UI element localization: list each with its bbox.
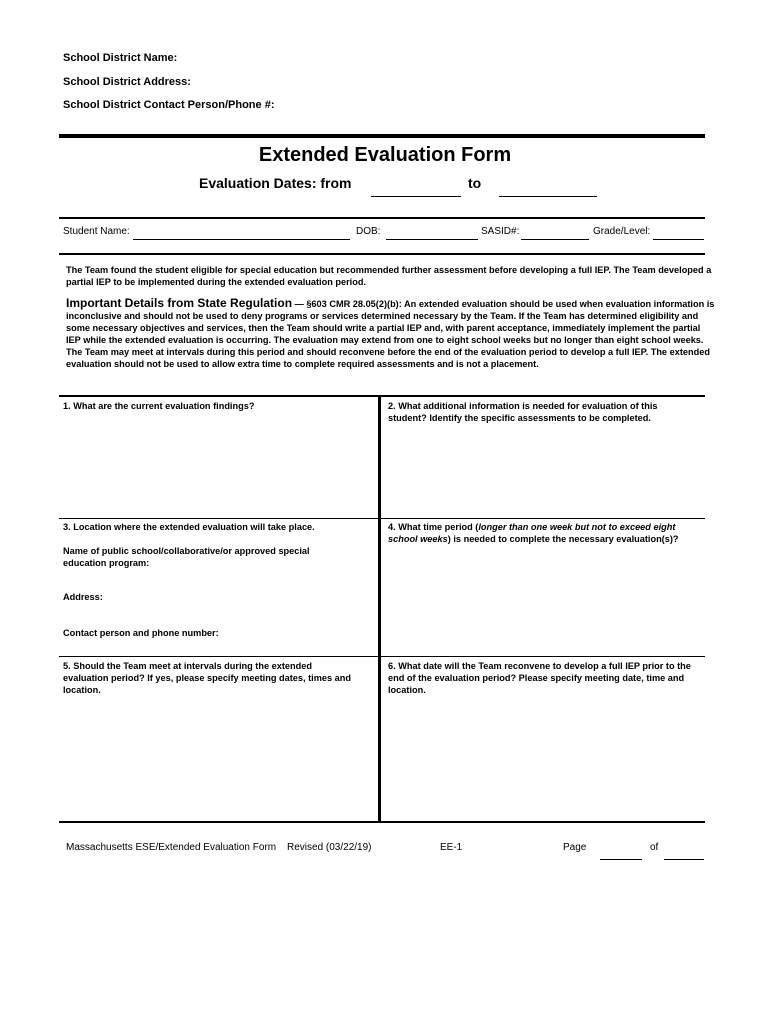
intro-paragraph: The Team found the student eligible for special education but recommended further assessment before developing a full IEP. The Team developed a partial IEP to be implemented during the extended evaluation period. [66, 265, 712, 287]
footer-of-label: of [650, 842, 659, 853]
date-to-field[interactable] [499, 196, 597, 197]
question-3-contact: Contact person and phone number: [63, 628, 219, 638]
grade-level-field[interactable] [653, 239, 704, 240]
footer-code: EE-1 [440, 842, 463, 853]
evaluation-dates-label: Evaluation Dates: from [199, 175, 352, 191]
grid-row3-rule [59, 656, 705, 657]
district-contact-label: School District Contact Person/Phone #: [63, 99, 275, 111]
regulation-text: An extended evaluation should be used when evaluation information is inconclusive and should not be used to deny programs or services determined necessary by the Team. If the Team has determined eligibility and some necessary objectives and services, then the Team should write a partial IEP and, with parent acceptance, immediately implement the partial IEP while the extended evaluation is occurring. The evaluation may extend from one to eight school weeks but no longer than eight school weeks. The Team may meet at intervals during this period and should reconvene before the end of the evaluation period to develop a full IEP. The extended evaluation should not be used to allow extra time to complete required assessments and is not a placement. [66, 299, 715, 369]
student-section-rule [59, 217, 705, 219]
dob-label: DOB: [356, 226, 381, 237]
grid-bottom-rule [59, 821, 705, 823]
question-5: 5. Should the Team meet at intervals during the extended evaluation period? If yes, please specify meeting dates, times and location. [63, 661, 351, 695]
question-3: 3. Location where the extended evaluation will take place. [63, 522, 315, 532]
footer-revised: Revised (03/22/19) [287, 842, 372, 853]
page-number-field[interactable] [600, 859, 642, 860]
question-6: 6. What date will the Team reconvene to develop a full IEP prior to the end of the evaluation period? Please specify meeting date, time and location. [388, 661, 691, 695]
date-from-field[interactable] [371, 196, 461, 197]
grade-level-label: Grade/Level: [593, 226, 651, 237]
footer-page-label: Page [563, 842, 587, 853]
footer-form-name: Massachusetts ESE/Extended Evaluation Form [66, 842, 277, 853]
dates-to-label: to [468, 175, 482, 191]
question-4 [388, 521, 688, 545]
regulation-citation: — §603 CMR 28.05(2)(b): [292, 299, 405, 309]
grid-top-rule [59, 395, 705, 397]
sasid-label: SASID#: [481, 226, 520, 237]
dob-field[interactable] [386, 239, 478, 240]
student-name-field[interactable] [133, 239, 350, 240]
form-title: Extended Evaluation Form [258, 144, 512, 166]
top-thick-rule [59, 134, 705, 138]
sasid-field[interactable] [521, 239, 589, 240]
student-name-label: Student Name: [63, 226, 130, 237]
regulation-heading: Important Details from State Regulation [66, 296, 293, 310]
regulation-paragraph [66, 297, 716, 370]
question-4-suffix: ) is needed to complete the necessary evaluation(s)? [447, 534, 679, 544]
district-name-label: School District Name: [63, 52, 178, 64]
district-address-label: School District Address: [63, 76, 191, 88]
question-1: 1. What are the current evaluation findings? [63, 401, 255, 411]
question-3-address: Address: [63, 592, 103, 602]
grid-row2-rule [59, 518, 705, 519]
question-4-prefix: 4. What time period ( [388, 522, 479, 532]
page-total-field[interactable] [664, 859, 704, 860]
grid-center-divider [378, 396, 381, 823]
question-2: 2. What additional information is needed for evaluation of this student? Identify the specific assessments to be completed. [388, 401, 658, 423]
question-3-program: Name of public school/collaborative/or approved special education program: [63, 546, 310, 568]
intro-rule [59, 253, 705, 255]
question-4-italic: longer than one week but not to exceed eight school weeks [388, 522, 676, 544]
